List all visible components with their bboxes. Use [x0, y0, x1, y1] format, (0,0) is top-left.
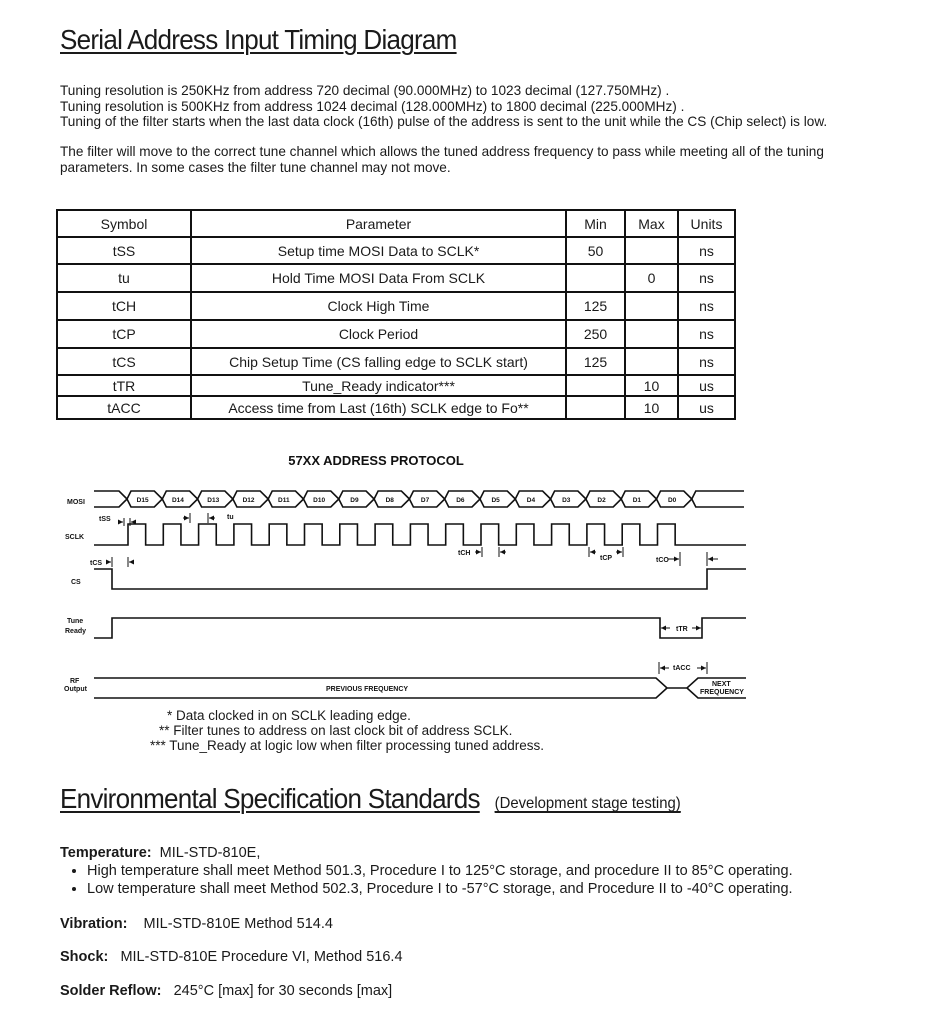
mosi-bit-label: D1	[632, 497, 642, 504]
table-cell	[625, 320, 678, 348]
filter-description	[60, 144, 880, 175]
temperature-spec	[60, 845, 260, 861]
table-cell: ns	[678, 264, 735, 292]
table-cell: Tune_Ready indicator***	[191, 375, 566, 396]
mosi-bit-label: D14	[171, 497, 184, 504]
column-header: Min	[566, 210, 625, 237]
column-header: Max	[625, 210, 678, 237]
mosi-waveform	[94, 491, 744, 507]
mosi-bit-label: D7	[420, 497, 430, 504]
table-cell	[625, 292, 678, 320]
table-row	[57, 348, 735, 375]
table-cell: tCS	[57, 348, 191, 375]
sclk-signal-label: SCLK	[65, 534, 85, 541]
mosi-bit-label: D0	[667, 497, 677, 504]
mosi-bit-label: D13	[207, 497, 220, 504]
tu-label: tu	[227, 514, 234, 521]
table-cell: 0	[625, 264, 678, 292]
table-row	[57, 237, 735, 264]
solder-reflow-spec	[60, 983, 392, 999]
tcs-label: tCS	[90, 560, 103, 567]
environmental-title-text: Environmental Specification Standards	[60, 783, 480, 814]
rf-signal-label: RF	[70, 678, 80, 685]
table-cell: 125	[566, 292, 625, 320]
table-cell: ns	[678, 237, 735, 264]
table-cell: tCP	[57, 320, 191, 348]
table-cell	[566, 375, 625, 396]
previous-frequency-label: PREVIOUS FREQUENCY	[326, 686, 409, 693]
cs-signal-label: CS	[71, 579, 81, 586]
temperature-value: MIL-STD-810E,	[159, 845, 261, 861]
tacc-label: tACC	[673, 665, 691, 672]
table-cell: 10	[625, 396, 678, 419]
tch-label: tCH	[458, 550, 471, 557]
footnote: *** Tune_Ready at logic low when filter processing tuned address.	[150, 738, 544, 753]
table-cell: 50	[566, 237, 625, 264]
column-header: Parameter	[191, 210, 566, 237]
tco-label: tCO	[656, 557, 669, 564]
mosi-bit-label: D3	[562, 497, 571, 504]
tcp-label: tCP	[600, 555, 613, 562]
column-header: Units	[678, 210, 735, 237]
timing-footnotes	[150, 708, 544, 753]
table-row	[57, 264, 735, 292]
table-cell: us	[678, 396, 735, 419]
address-protocol-timing-diagram	[56, 448, 756, 703]
mosi-bit-label: D2	[597, 497, 606, 504]
sclk-waveform	[94, 524, 746, 545]
paragraph-line: Tuning resolution is 500KHz from address 1024 decimal (128.000MHz) to 1800 decimal (225.000MHz) .	[60, 98, 685, 114]
ready-signal-label: Ready	[65, 628, 87, 635]
tuning-description	[60, 83, 880, 130]
table-cell: ns	[678, 320, 735, 348]
solder-reflow-label: Solder Reflow:	[60, 983, 162, 999]
shock-spec	[60, 949, 403, 965]
tune-ready-waveform	[94, 618, 746, 638]
environmental-subtitle: (Development stage testing)	[494, 795, 681, 812]
vibration-value: MIL-STD-810E Method 514.4	[143, 916, 333, 932]
column-header: Symbol	[57, 210, 191, 237]
table-cell: ns	[678, 292, 735, 320]
environmental-section-title	[60, 783, 681, 815]
timing-spec-table	[56, 209, 736, 420]
table-cell: tSS	[57, 237, 191, 264]
table-cell: 250	[566, 320, 625, 348]
mosi-bit-label: D10	[313, 497, 326, 504]
table-cell: Clock High Time	[191, 292, 566, 320]
table-row	[57, 320, 735, 348]
table-cell: Chip Setup Time (CS falling edge to SCLK start)	[191, 348, 566, 375]
tss-label: tSS	[99, 516, 111, 523]
page-title: Serial Address Input Timing Diagram	[60, 24, 457, 55]
mosi-bit-label: D8	[385, 497, 394, 504]
table-cell: tCH	[57, 292, 191, 320]
cs-waveform	[94, 569, 746, 589]
table-row	[57, 292, 735, 320]
table-cell: ns	[678, 348, 735, 375]
mosi-bit-label: D9	[350, 497, 359, 504]
paragraph-line: parameters. In some cases the filter tune channel may not move.	[60, 159, 451, 175]
table-cell	[625, 348, 678, 375]
ttr-label: tTR	[676, 626, 688, 633]
vibration-spec	[60, 916, 333, 932]
paragraph-line: Tuning resolution is 250KHz from address 720 decimal (90.000MHz) to 1023 decimal (127.750MHz) .	[60, 83, 670, 98]
table-header-row	[57, 210, 735, 237]
table-cell: tu	[57, 264, 191, 292]
table-cell: Hold Time MOSI Data From SCLK	[191, 264, 566, 292]
next-frequency-label-line2: FREQUENCY	[700, 689, 744, 696]
shock-value: MIL-STD-810E Procedure VI, Method 516.4	[120, 949, 403, 965]
paragraph-line: Tuning of the filter starts when the last data clock (16th) pulse of the address is sent to the unit while the CS (Chip select) is low.	[60, 114, 828, 129]
shock-label: Shock:	[60, 949, 109, 965]
table-cell: 125	[566, 348, 625, 375]
footnote: * Data clocked in on SCLK leading edge.	[167, 708, 411, 723]
table-cell	[566, 396, 625, 419]
table-cell: Setup time MOSI Data to SCLK*	[191, 237, 566, 264]
mosi-bit-label: D6	[456, 497, 465, 504]
mosi-bit-label: D15	[136, 497, 149, 504]
table-cell: tTR	[57, 375, 191, 396]
mosi-bus-outline	[94, 491, 744, 507]
mosi-bit-label: D11	[278, 497, 290, 504]
table-cell	[625, 237, 678, 264]
rf-output-waveform	[94, 678, 746, 698]
table-cell: Access time from Last (16th) SCLK edge to Fo**	[191, 396, 566, 419]
diagram-title: 57XX ADDRESS PROTOCOL	[288, 453, 464, 468]
mosi-bit-label: D5	[491, 497, 500, 504]
next-frequency-label-line1: NEXT	[712, 681, 731, 688]
table-cell	[566, 264, 625, 292]
table-cell: tACC	[57, 396, 191, 419]
paragraph-line: The filter will move to the correct tune channel which allows the tuned address frequency to pass while meeting all of the tuning	[60, 144, 824, 159]
table-row	[57, 375, 735, 396]
mosi-bit-label: D4	[526, 497, 536, 504]
table-cell: us	[678, 375, 735, 396]
output-signal-label: Output	[64, 686, 87, 693]
table-cell: Clock Period	[191, 320, 566, 348]
list-item: • High temperature shall meet Method 501.3, Procedure I to 125°C storage, and procedure II to 85°C operating.	[87, 862, 793, 880]
temperature-bullets	[70, 862, 793, 898]
tune-signal-label: Tune	[67, 618, 84, 625]
mosi-bit-label: D12	[242, 497, 255, 504]
mosi-signal-label: MOSI	[67, 499, 85, 506]
solder-reflow-value: 245°C [max] for 30 seconds [max]	[173, 983, 393, 999]
table-cell: 10	[625, 375, 678, 396]
table-row	[57, 396, 735, 419]
list-item: • Low temperature shall meet Method 502.3, Procedure I to -57°C storage, and Procedure II to -40°C operating.	[87, 880, 793, 898]
footnote: ** Filter tunes to address on last clock bit of address SCLK.	[159, 723, 513, 738]
temperature-label: Temperature:	[60, 845, 152, 861]
vibration-label: Vibration:	[60, 916, 128, 932]
